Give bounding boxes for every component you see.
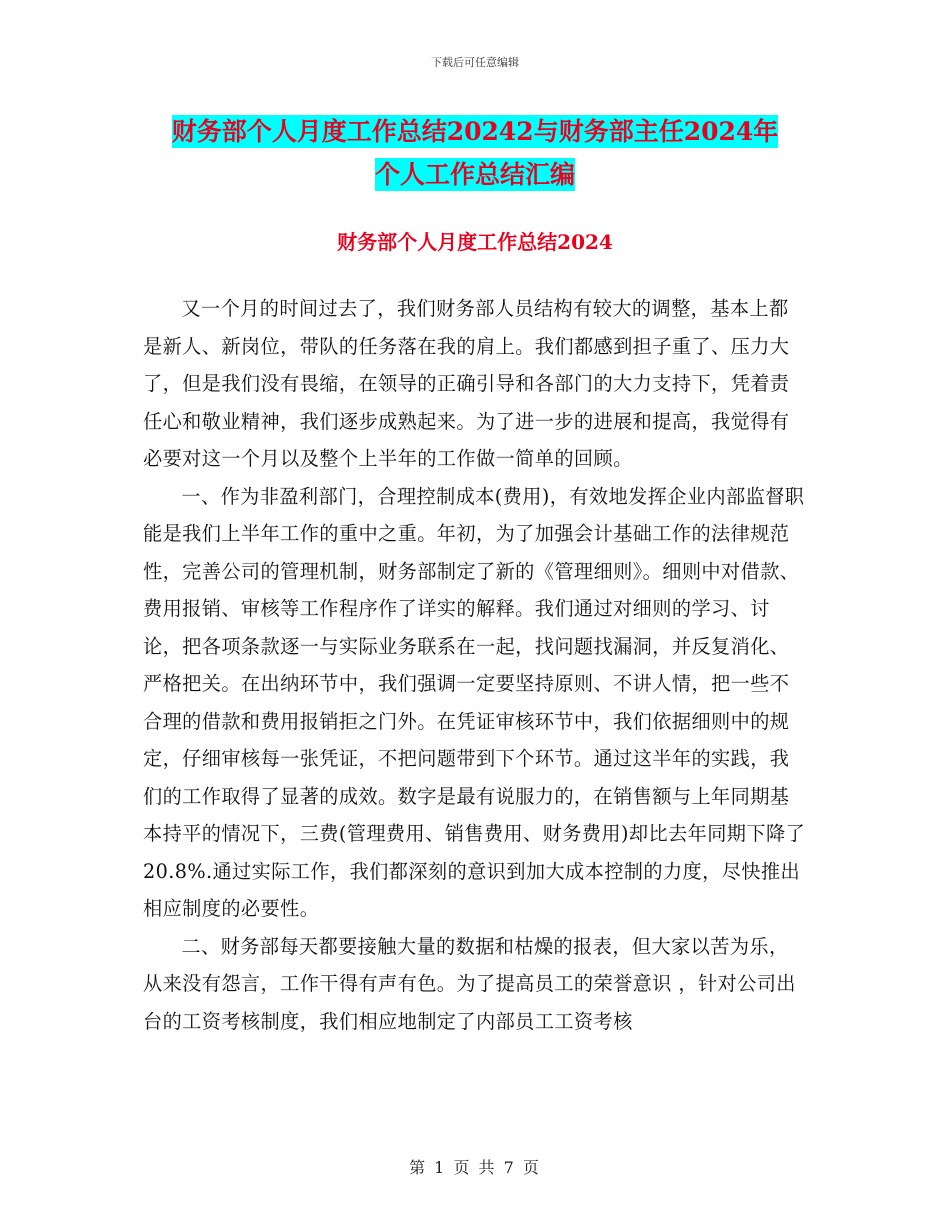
paragraph-daily-work: 二、财务部每天都要接触大量的数据和枯燥的报表，但大家以苦为乐，从来没有怨言，工作干得有声有色。为了提高员工的荣誉意识 ，针对公司出台的工资考核制度，我们相应地制定了内部员工工资考核 bbox=[143, 934, 796, 1033]
paragraph-intro: 又一个月的时间过去了，我们财务部人员结构有较大的调整，基本上都是新人、新岗位，带队的任务落在我的肩上。我们都感到担子重了、压力大了，但是我们没有畏缩，在领导的正确引导和各部门的大力支持下，凭着责任心和敬业精神，我们逐步成熟起来。为了进一步的进展和提高，我觉得有必要对这一个月以及整个上半年的工作做一简单的回顾。 bbox=[143, 297, 790, 470]
document-title-line-1: 财务部个人月度工作总结20242与财务部主任2024年 bbox=[171, 117, 779, 146]
page-header-note: 下载后可任意编辑 bbox=[431, 56, 519, 69]
page-number-footer: 第 1 页 共 7 页 bbox=[409, 1158, 541, 1177]
document-title bbox=[0, 110, 950, 196]
document-body bbox=[143, 290, 808, 1040]
paragraph-cost-control: 一、作为非盈利部门，合理控制成本(费用)，有效地发挥企业内部监督职能是我们上半年工作的重中之重。年初，为了加强会计基础工作的法律规范性，完善公司的管理机制，财务部制定了新的《管理细则》。细则中对借款、费用报销、审核等工作程序作了详实的解释。我们通过对细则的学习、讨论，把各项条款逐一与实际业务联系在一起，找问题找漏洞，并反复消化、严格把关。在出纳环节中，我们强调一定要坚持原则、不讲人情，把一些不合理的借款和费用报销拒之门外。在凭证审核环节中，我们依据细则中的规定，仔细审核每一张凭证，不把问题带到下个环节。通过这半年的实践，我们的工作取得了显著的成效。数字是最有说服力的，在销售额与上年同期基本持平的情况下，三费(管理费用、销售费用、财务费用)却比去年同期下降了20.8%.通过实际工作，我们都深刻的意识到加大成本控制的力度，尽快推出相应制度的必要性。 bbox=[143, 484, 806, 920]
section-title: 财务部个人月度工作总结2024 bbox=[337, 230, 613, 254]
document-title-line-2: 个人工作总结汇编 bbox=[374, 160, 575, 189]
